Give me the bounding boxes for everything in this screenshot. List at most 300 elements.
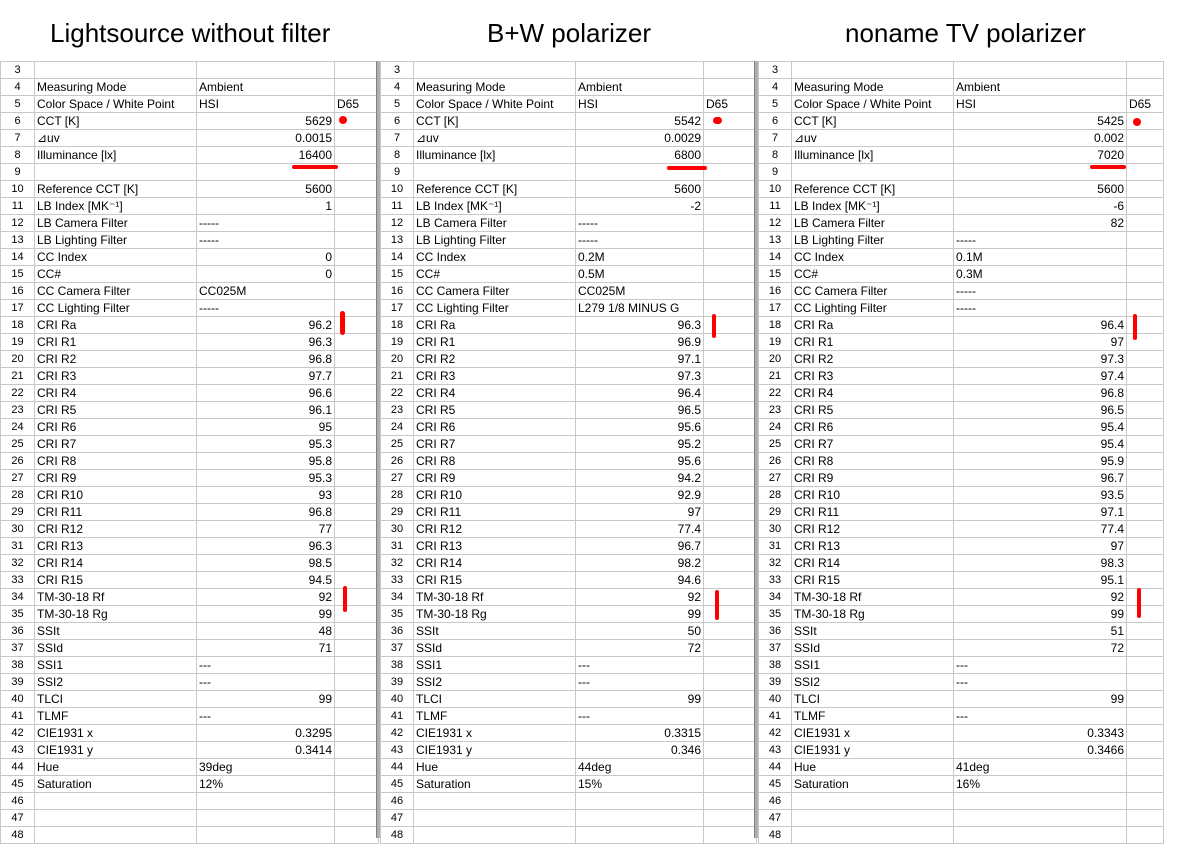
extra-value-cell[interactable] <box>704 62 757 79</box>
parameter-label-cell[interactable] <box>414 827 576 844</box>
extra-value-cell[interactable] <box>1127 759 1164 776</box>
value-cell[interactable]: 0.3M <box>954 266 1127 283</box>
parameter-label-cell[interactable]: CRI Ra <box>792 317 954 334</box>
extra-value-cell[interactable] <box>335 742 379 759</box>
value-cell[interactable]: 0.346 <box>576 742 704 759</box>
parameter-label-cell[interactable]: CRI R2 <box>414 351 576 368</box>
extra-value-cell[interactable] <box>335 810 379 827</box>
extra-value-cell[interactable] <box>1127 657 1164 674</box>
parameter-label-cell[interactable]: SSI2 <box>414 674 576 691</box>
parameter-label-cell[interactable]: CRI R10 <box>35 487 197 504</box>
parameter-label-cell[interactable] <box>35 793 197 810</box>
parameter-label-cell[interactable]: CRI R15 <box>35 572 197 589</box>
value-cell[interactable]: 96.9 <box>576 334 704 351</box>
parameter-label-cell[interactable]: TLMF <box>792 708 954 725</box>
value-cell[interactable]: 96.8 <box>197 351 335 368</box>
extra-value-cell[interactable] <box>1127 164 1164 181</box>
parameter-label-cell[interactable]: CRI R8 <box>35 453 197 470</box>
parameter-label-cell[interactable] <box>414 793 576 810</box>
extra-value-cell[interactable] <box>1127 725 1164 742</box>
value-cell[interactable] <box>197 827 335 844</box>
extra-value-cell[interactable] <box>335 62 379 79</box>
parameter-label-cell[interactable] <box>35 810 197 827</box>
extra-value-cell[interactable] <box>704 742 757 759</box>
value-cell[interactable]: 97 <box>954 334 1127 351</box>
extra-value-cell[interactable] <box>704 776 757 793</box>
value-cell[interactable]: 82 <box>954 215 1127 232</box>
extra-value-cell[interactable] <box>1127 283 1164 300</box>
parameter-label-cell[interactable]: ⊿uv <box>35 130 197 147</box>
value-cell[interactable]: ----- <box>197 215 335 232</box>
extra-value-cell[interactable] <box>335 164 379 181</box>
parameter-label-cell[interactable]: CRI R4 <box>414 385 576 402</box>
extra-value-cell[interactable] <box>704 198 757 215</box>
value-cell[interactable]: 95.6 <box>576 453 704 470</box>
value-cell[interactable]: 0.0029 <box>576 130 704 147</box>
value-cell[interactable] <box>954 810 1127 827</box>
value-cell[interactable] <box>576 793 704 810</box>
parameter-label-cell[interactable]: TLCI <box>35 691 197 708</box>
parameter-label-cell[interactable] <box>35 164 197 181</box>
value-cell[interactable]: 96.4 <box>576 385 704 402</box>
value-cell[interactable] <box>576 810 704 827</box>
parameter-label-cell[interactable]: CRI R12 <box>792 521 954 538</box>
parameter-label-cell[interactable]: TLMF <box>414 708 576 725</box>
extra-value-cell[interactable] <box>1127 181 1164 198</box>
value-cell[interactable]: --- <box>954 708 1127 725</box>
value-cell[interactable]: 95.1 <box>954 572 1127 589</box>
value-cell[interactable]: 95.9 <box>954 453 1127 470</box>
extra-value-cell[interactable] <box>704 606 757 623</box>
extra-value-cell[interactable] <box>704 657 757 674</box>
value-cell[interactable]: ----- <box>576 215 704 232</box>
extra-value-cell[interactable] <box>335 759 379 776</box>
value-cell[interactable]: 96.6 <box>197 385 335 402</box>
parameter-label-cell[interactable]: Reference CCT [K] <box>792 181 954 198</box>
value-cell[interactable]: 0 <box>197 249 335 266</box>
parameter-label-cell[interactable]: CRI R3 <box>414 368 576 385</box>
extra-value-cell[interactable] <box>335 436 379 453</box>
extra-value-cell[interactable] <box>704 759 757 776</box>
value-cell[interactable]: 5629 <box>197 113 335 130</box>
parameter-label-cell[interactable] <box>792 793 954 810</box>
extra-value-cell[interactable] <box>1127 436 1164 453</box>
parameter-label-cell[interactable]: TLCI <box>414 691 576 708</box>
value-cell[interactable]: 97.3 <box>954 351 1127 368</box>
parameter-label-cell[interactable]: CRI R13 <box>35 538 197 555</box>
value-cell[interactable] <box>197 793 335 810</box>
parameter-label-cell[interactable]: CRI R4 <box>792 385 954 402</box>
parameter-label-cell[interactable]: SSI2 <box>792 674 954 691</box>
extra-value-cell[interactable] <box>1127 776 1164 793</box>
value-cell[interactable] <box>197 810 335 827</box>
extra-value-cell[interactable] <box>335 130 379 147</box>
value-cell[interactable]: --- <box>576 708 704 725</box>
extra-value-cell[interactable] <box>335 283 379 300</box>
value-cell[interactable]: 77.4 <box>954 521 1127 538</box>
extra-value-cell[interactable] <box>335 79 379 96</box>
extra-value-cell[interactable] <box>704 402 757 419</box>
parameter-label-cell[interactable]: CRI R6 <box>792 419 954 436</box>
value-cell[interactable]: HSI <box>576 96 704 113</box>
value-cell[interactable]: 95.4 <box>954 436 1127 453</box>
extra-value-cell[interactable] <box>335 470 379 487</box>
parameter-label-cell[interactable] <box>792 164 954 181</box>
parameter-label-cell[interactable]: TM-30-18 Rf <box>414 589 576 606</box>
extra-value-cell[interactable] <box>704 521 757 538</box>
value-cell[interactable]: --- <box>576 657 704 674</box>
parameter-label-cell[interactable]: LB Lighting Filter <box>414 232 576 249</box>
extra-value-cell[interactable] <box>335 232 379 249</box>
value-cell[interactable]: ----- <box>954 300 1127 317</box>
value-cell[interactable]: 95.3 <box>197 436 335 453</box>
extra-value-cell[interactable] <box>704 164 757 181</box>
parameter-label-cell[interactable]: SSId <box>792 640 954 657</box>
parameter-label-cell[interactable]: CRI R1 <box>414 334 576 351</box>
value-cell[interactable]: 96.3 <box>576 317 704 334</box>
value-cell[interactable]: 5600 <box>954 181 1127 198</box>
extra-value-cell[interactable] <box>1127 249 1164 266</box>
value-cell[interactable]: 50 <box>576 623 704 640</box>
extra-value-cell[interactable] <box>1127 538 1164 555</box>
parameter-label-cell[interactable]: CC# <box>35 266 197 283</box>
value-cell[interactable]: --- <box>954 657 1127 674</box>
extra-value-cell[interactable] <box>704 538 757 555</box>
extra-value-cell[interactable] <box>704 674 757 691</box>
parameter-label-cell[interactable]: TM-30-18 Rf <box>35 589 197 606</box>
extra-value-cell[interactable] <box>1127 198 1164 215</box>
extra-value-cell[interactable] <box>1127 810 1164 827</box>
value-cell[interactable]: CC025M <box>576 283 704 300</box>
value-cell[interactable]: 0.3414 <box>197 742 335 759</box>
value-cell[interactable]: 0.2M <box>576 249 704 266</box>
extra-value-cell[interactable] <box>1127 742 1164 759</box>
extra-value-cell[interactable] <box>1127 623 1164 640</box>
value-cell[interactable]: 0.0015 <box>197 130 335 147</box>
value-cell[interactable]: 96.2 <box>197 317 335 334</box>
value-cell[interactable]: --- <box>954 674 1127 691</box>
value-cell[interactable] <box>197 62 335 79</box>
value-cell[interactable] <box>954 827 1127 844</box>
value-cell[interactable]: 5425 <box>954 113 1127 130</box>
parameter-label-cell[interactable]: CC Camera Filter <box>35 283 197 300</box>
parameter-label-cell[interactable]: Hue <box>792 759 954 776</box>
value-cell[interactable]: 16% <box>954 776 1127 793</box>
value-cell[interactable]: --- <box>197 674 335 691</box>
value-cell[interactable]: ----- <box>954 232 1127 249</box>
value-cell[interactable] <box>954 793 1127 810</box>
value-cell[interactable]: 71 <box>197 640 335 657</box>
extra-value-cell[interactable] <box>704 691 757 708</box>
value-cell[interactable]: 93 <box>197 487 335 504</box>
extra-value-cell[interactable] <box>704 266 757 283</box>
parameter-label-cell[interactable]: Hue <box>35 759 197 776</box>
value-cell[interactable]: CC025M <box>197 283 335 300</box>
parameter-label-cell[interactable]: TLMF <box>35 708 197 725</box>
parameter-label-cell[interactable]: CRI R2 <box>792 351 954 368</box>
value-cell[interactable]: 0.002 <box>954 130 1127 147</box>
extra-value-cell[interactable] <box>1127 827 1164 844</box>
parameter-label-cell[interactable]: ⊿uv <box>414 130 576 147</box>
extra-value-cell[interactable] <box>704 232 757 249</box>
value-cell[interactable]: 0.1M <box>954 249 1127 266</box>
value-cell[interactable]: 98.5 <box>197 555 335 572</box>
parameter-label-cell[interactable]: CRI R6 <box>414 419 576 436</box>
value-cell[interactable]: 96.8 <box>954 385 1127 402</box>
value-cell[interactable]: 99 <box>197 691 335 708</box>
extra-value-cell[interactable] <box>335 266 379 283</box>
parameter-label-cell[interactable]: CRI R3 <box>35 368 197 385</box>
extra-value-cell[interactable] <box>1127 232 1164 249</box>
extra-value-cell[interactable] <box>335 776 379 793</box>
parameter-label-cell[interactable]: CC Lighting Filter <box>35 300 197 317</box>
extra-value-cell[interactable] <box>704 725 757 742</box>
parameter-label-cell[interactable]: SSId <box>414 640 576 657</box>
value-cell[interactable]: 0.3295 <box>197 725 335 742</box>
value-cell[interactable]: 92 <box>954 589 1127 606</box>
parameter-label-cell[interactable]: Measuring Mode <box>35 79 197 96</box>
parameter-label-cell[interactable]: CRI R13 <box>414 538 576 555</box>
extra-value-cell[interactable] <box>1127 470 1164 487</box>
extra-value-cell[interactable] <box>335 572 379 589</box>
parameter-label-cell[interactable]: CRI R15 <box>792 572 954 589</box>
extra-value-cell[interactable] <box>335 827 379 844</box>
extra-value-cell[interactable] <box>335 708 379 725</box>
extra-value-cell[interactable] <box>335 215 379 232</box>
value-cell[interactable]: 96.5 <box>954 402 1127 419</box>
parameter-label-cell[interactable]: CRI R14 <box>35 555 197 572</box>
parameter-label-cell[interactable]: LB Index [MK⁻¹] <box>792 198 954 215</box>
value-cell[interactable]: 7020 <box>954 147 1127 164</box>
extra-value-cell[interactable] <box>335 521 379 538</box>
extra-value-cell[interactable] <box>335 606 379 623</box>
parameter-label-cell[interactable] <box>414 62 576 79</box>
value-cell[interactable]: 92 <box>197 589 335 606</box>
value-cell[interactable]: 97.1 <box>954 504 1127 521</box>
extra-value-cell[interactable] <box>1127 674 1164 691</box>
value-cell[interactable]: 96.5 <box>576 402 704 419</box>
extra-value-cell[interactable] <box>704 419 757 436</box>
value-cell[interactable]: 72 <box>954 640 1127 657</box>
value-cell[interactable]: 96.1 <box>197 402 335 419</box>
value-cell[interactable]: ----- <box>576 232 704 249</box>
parameter-label-cell[interactable]: CRI R9 <box>414 470 576 487</box>
extra-value-cell[interactable] <box>1127 504 1164 521</box>
parameter-label-cell[interactable]: CRI R4 <box>35 385 197 402</box>
value-cell[interactable]: 0 <box>197 266 335 283</box>
value-cell[interactable]: 94.5 <box>197 572 335 589</box>
extra-value-cell[interactable]: D65 <box>335 96 379 113</box>
extra-value-cell[interactable] <box>1127 555 1164 572</box>
parameter-label-cell[interactable]: CRI R12 <box>414 521 576 538</box>
parameter-label-cell[interactable]: SSI1 <box>792 657 954 674</box>
extra-value-cell[interactable] <box>1127 300 1164 317</box>
extra-value-cell[interactable] <box>1127 130 1164 147</box>
parameter-label-cell[interactable]: CRI R9 <box>792 470 954 487</box>
parameter-label-cell[interactable]: SSId <box>35 640 197 657</box>
parameter-label-cell[interactable]: CC Camera Filter <box>414 283 576 300</box>
parameter-label-cell[interactable]: CC Camera Filter <box>792 283 954 300</box>
parameter-label-cell[interactable]: Reference CCT [K] <box>35 181 197 198</box>
extra-value-cell[interactable] <box>704 215 757 232</box>
parameter-label-cell[interactable]: CRI R5 <box>792 402 954 419</box>
extra-value-cell[interactable] <box>335 674 379 691</box>
parameter-label-cell[interactable]: TM-30-18 Rg <box>414 606 576 623</box>
parameter-label-cell[interactable]: CRI R7 <box>414 436 576 453</box>
extra-value-cell[interactable] <box>1127 215 1164 232</box>
parameter-label-cell[interactable]: CCT [K] <box>414 113 576 130</box>
value-cell[interactable]: 77.4 <box>576 521 704 538</box>
extra-value-cell[interactable] <box>335 181 379 198</box>
parameter-label-cell[interactable]: CIE1931 y <box>414 742 576 759</box>
parameter-label-cell[interactable]: CC Index <box>35 249 197 266</box>
parameter-label-cell[interactable]: CIE1931 y <box>792 742 954 759</box>
value-cell[interactable]: --- <box>197 657 335 674</box>
extra-value-cell[interactable] <box>335 419 379 436</box>
extra-value-cell[interactable]: D65 <box>704 96 757 113</box>
extra-value-cell[interactable] <box>335 657 379 674</box>
value-cell[interactable]: 99 <box>197 606 335 623</box>
parameter-label-cell[interactable]: SSIt <box>414 623 576 640</box>
extra-value-cell[interactable] <box>704 283 757 300</box>
value-cell[interactable]: --- <box>576 674 704 691</box>
extra-value-cell[interactable] <box>1127 691 1164 708</box>
parameter-label-cell[interactable]: SSIt <box>35 623 197 640</box>
extra-value-cell[interactable] <box>335 691 379 708</box>
parameter-label-cell[interactable]: CRI R8 <box>414 453 576 470</box>
value-cell[interactable]: 16400 <box>197 147 335 164</box>
parameter-label-cell[interactable]: LB Camera Filter <box>792 215 954 232</box>
extra-value-cell[interactable] <box>704 453 757 470</box>
value-cell[interactable]: 44deg <box>576 759 704 776</box>
value-cell[interactable]: 96.7 <box>954 470 1127 487</box>
extra-value-cell[interactable] <box>704 113 757 130</box>
extra-value-cell[interactable] <box>1127 521 1164 538</box>
parameter-label-cell[interactable]: CRI R14 <box>792 555 954 572</box>
extra-value-cell[interactable] <box>335 487 379 504</box>
extra-value-cell[interactable] <box>704 79 757 96</box>
value-cell[interactable]: 6800 <box>576 147 704 164</box>
parameter-label-cell[interactable]: Illuminance [lx] <box>35 147 197 164</box>
parameter-label-cell[interactable]: TLCI <box>792 691 954 708</box>
extra-value-cell[interactable] <box>335 334 379 351</box>
parameter-label-cell[interactable] <box>35 62 197 79</box>
value-cell[interactable]: 97.3 <box>576 368 704 385</box>
value-cell[interactable]: 95.4 <box>954 419 1127 436</box>
extra-value-cell[interactable] <box>1127 79 1164 96</box>
extra-value-cell[interactable] <box>704 504 757 521</box>
extra-value-cell[interactable] <box>1127 368 1164 385</box>
value-cell[interactable]: 99 <box>954 606 1127 623</box>
extra-value-cell[interactable] <box>335 368 379 385</box>
extra-value-cell[interactable] <box>1127 708 1164 725</box>
extra-value-cell[interactable] <box>335 793 379 810</box>
window-separator-left[interactable] <box>376 61 380 838</box>
extra-value-cell[interactable] <box>704 181 757 198</box>
extra-value-cell[interactable] <box>335 453 379 470</box>
parameter-label-cell[interactable]: Measuring Mode <box>792 79 954 96</box>
extra-value-cell[interactable] <box>1127 266 1164 283</box>
value-cell[interactable]: 12% <box>197 776 335 793</box>
extra-value-cell[interactable] <box>704 385 757 402</box>
parameter-label-cell[interactable] <box>414 164 576 181</box>
parameter-label-cell[interactable]: CRI R7 <box>792 436 954 453</box>
value-cell[interactable]: 39deg <box>197 759 335 776</box>
extra-value-cell[interactable] <box>335 640 379 657</box>
parameter-label-cell[interactable]: CC# <box>414 266 576 283</box>
parameter-label-cell[interactable]: CRI R5 <box>35 402 197 419</box>
extra-value-cell[interactable] <box>704 436 757 453</box>
value-cell[interactable]: 97 <box>954 538 1127 555</box>
parameter-label-cell[interactable]: CIE1931 x <box>792 725 954 742</box>
parameter-label-cell[interactable]: TM-30-18 Rg <box>792 606 954 623</box>
parameter-label-cell[interactable]: TM-30-18 Rf <box>792 589 954 606</box>
value-cell[interactable]: 92 <box>576 589 704 606</box>
value-cell[interactable]: 94.2 <box>576 470 704 487</box>
value-cell[interactable]: 77 <box>197 521 335 538</box>
parameter-label-cell[interactable]: CRI R10 <box>792 487 954 504</box>
extra-value-cell[interactable] <box>1127 385 1164 402</box>
value-cell[interactable] <box>954 62 1127 79</box>
extra-value-cell[interactable] <box>704 810 757 827</box>
value-cell[interactable]: 0.3343 <box>954 725 1127 742</box>
parameter-label-cell[interactable]: CRI R12 <box>35 521 197 538</box>
extra-value-cell[interactable] <box>704 827 757 844</box>
extra-value-cell[interactable] <box>704 555 757 572</box>
parameter-label-cell[interactable]: Illuminance [lx] <box>792 147 954 164</box>
value-cell[interactable]: 93.5 <box>954 487 1127 504</box>
value-cell[interactable]: 96.8 <box>197 504 335 521</box>
value-cell[interactable]: 99 <box>576 606 704 623</box>
parameter-label-cell[interactable]: CRI R8 <box>792 453 954 470</box>
parameter-label-cell[interactable]: CRI R9 <box>35 470 197 487</box>
value-cell[interactable]: L279 1/8 MINUS G <box>576 300 704 317</box>
parameter-label-cell[interactable]: CRI R10 <box>414 487 576 504</box>
extra-value-cell[interactable] <box>704 130 757 147</box>
parameter-label-cell[interactable]: CRI Ra <box>414 317 576 334</box>
parameter-label-cell[interactable]: Reference CCT [K] <box>414 181 576 198</box>
extra-value-cell[interactable] <box>1127 147 1164 164</box>
value-cell[interactable]: 95.3 <box>197 470 335 487</box>
value-cell[interactable]: 96.3 <box>197 538 335 555</box>
parameter-label-cell[interactable]: LB Index [MK⁻¹] <box>35 198 197 215</box>
extra-value-cell[interactable] <box>1127 793 1164 810</box>
value-cell[interactable]: 0.3466 <box>954 742 1127 759</box>
parameter-label-cell[interactable]: TM-30-18 Rg <box>35 606 197 623</box>
parameter-label-cell[interactable]: ⊿uv <box>792 130 954 147</box>
parameter-label-cell[interactable]: CRI Ra <box>35 317 197 334</box>
extra-value-cell[interactable] <box>704 487 757 504</box>
value-cell[interactable]: --- <box>197 708 335 725</box>
value-cell[interactable]: 95.2 <box>576 436 704 453</box>
value-cell[interactable]: HSI <box>197 96 335 113</box>
parameter-label-cell[interactable]: CIE1931 y <box>35 742 197 759</box>
value-cell[interactable]: 95.6 <box>576 419 704 436</box>
parameter-label-cell[interactable]: CC Lighting Filter <box>792 300 954 317</box>
value-cell[interactable]: 96.7 <box>576 538 704 555</box>
value-cell[interactable]: -2 <box>576 198 704 215</box>
parameter-label-cell[interactable]: Illuminance [lx] <box>414 147 576 164</box>
extra-value-cell[interactable] <box>1127 419 1164 436</box>
extra-value-cell[interactable] <box>335 504 379 521</box>
value-cell[interactable]: 96.3 <box>197 334 335 351</box>
value-cell[interactable]: 96.4 <box>954 317 1127 334</box>
parameter-label-cell[interactable]: CRI R5 <box>414 402 576 419</box>
parameter-label-cell[interactable]: Color Space / White Point <box>414 96 576 113</box>
parameter-label-cell[interactable]: CIE1931 x <box>35 725 197 742</box>
parameter-label-cell[interactable]: CCT [K] <box>35 113 197 130</box>
extra-value-cell[interactable] <box>1127 453 1164 470</box>
